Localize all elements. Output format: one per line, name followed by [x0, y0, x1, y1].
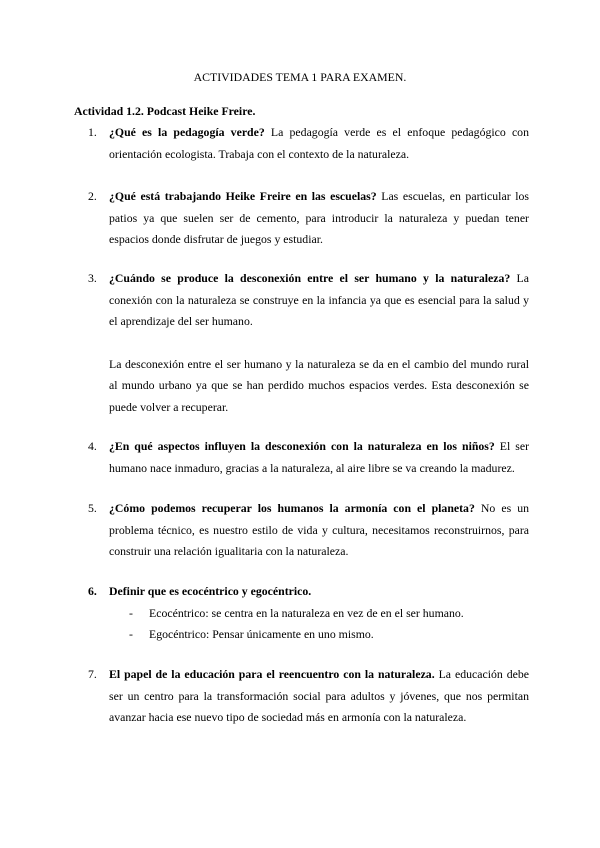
list-item: [74, 436, 529, 479]
item-answer: La educación debe ser un centro para la transformación social para adultos y jóvenes, que nos permitan avanzar hacia ese nuevo tipo de sociedad más en armonía con la naturaleza.: [109, 667, 529, 724]
dash-bullet: -: [129, 627, 133, 641]
sub-item-text: Ecocéntrico: se centra en la naturaleza en vez de en el ser humano.: [149, 605, 464, 620]
item-number: 6.: [88, 584, 97, 598]
list-item: [74, 581, 529, 646]
item-answer: No es un problema técnico, es nuestro estilo de vida y cultura, necesitamos reconstruirnos, para construir una relación igualitaria con la naturaleza.: [109, 501, 530, 558]
item-body: [109, 186, 529, 251]
item-answer: La pedagogía verde es el enfoque pedagógico con orientación ecologista. Trabaja con el contexto de la naturaleza.: [109, 125, 529, 161]
list-item: [74, 122, 529, 165]
item-body: [109, 581, 529, 603]
item-body: [109, 122, 529, 165]
item-number: 4.: [88, 439, 97, 453]
list-item: [74, 498, 529, 563]
item-body: [109, 268, 529, 333]
item-answer: La conexión con la naturaleza se construye en la infancia ya que es esencial para la salud y el aprendizaje del ser humano.: [109, 271, 529, 328]
section-heading: Actividad 1.2. Podcast Heike Freire.: [74, 104, 256, 118]
item-question: ¿En qué aspectos influyen la desconexión con la naturaleza en los niños?: [109, 439, 495, 453]
item-question: El papel de la educación para el reencuentro con la naturaleza.: [109, 667, 435, 681]
item-number: 1.: [88, 125, 97, 139]
list-item: [74, 186, 529, 251]
dash-bullet: -: [129, 605, 133, 620]
item-question: ¿Cuándo se produce la desconexión entre el ser humano y la naturaleza?: [109, 271, 511, 285]
item-number: 7.: [88, 667, 97, 681]
sub-list-item: [129, 624, 529, 646]
list-item: [74, 268, 529, 418]
item-number: 2.: [88, 189, 97, 203]
item-paragraph: La desconexión entre el ser humano y la naturaleza se da en el cambio del mundo rural al mundo urbano ya que se han perdido muchos espacios verdes. Esta desconexión se puede volver a recuperar.: [109, 356, 529, 414]
item-answer: El ser humano nace inmaduro, gracias a la naturaleza, al aire libre se va creando la madurez.: [109, 439, 529, 475]
item-question: ¿Cómo podemos recuperar los humanos la armonía con el planeta?: [109, 501, 475, 515]
item-body: [109, 664, 529, 729]
item-number: 3.: [88, 271, 97, 285]
page-title: ACTIVIDADES TEMA 1 PARA EXAMEN.: [193, 70, 407, 84]
item-body: [109, 498, 529, 563]
item-answer: Las escuelas, en particular los patios ya que suelen ser de cemento, para introducir la naturaleza y puedan tener espacios donde disfrutar de juegos y estudiar.: [109, 189, 529, 246]
item-question: Definir que es ecocéntrico y egocéntrico.: [109, 584, 312, 598]
item-number: 5.: [88, 501, 97, 515]
list-item: [74, 664, 529, 729]
sub-list-item: [129, 603, 529, 625]
item-question: ¿Qué es la pedagogía verde?: [109, 125, 265, 139]
item-question: ¿Qué está trabajando Heike Freire en las escuelas?: [109, 189, 377, 203]
item-body: [109, 436, 529, 479]
sub-item-text: Egocéntrico: Pensar únicamente en uno mismo.: [149, 627, 374, 641]
sub-list: [109, 603, 529, 646]
